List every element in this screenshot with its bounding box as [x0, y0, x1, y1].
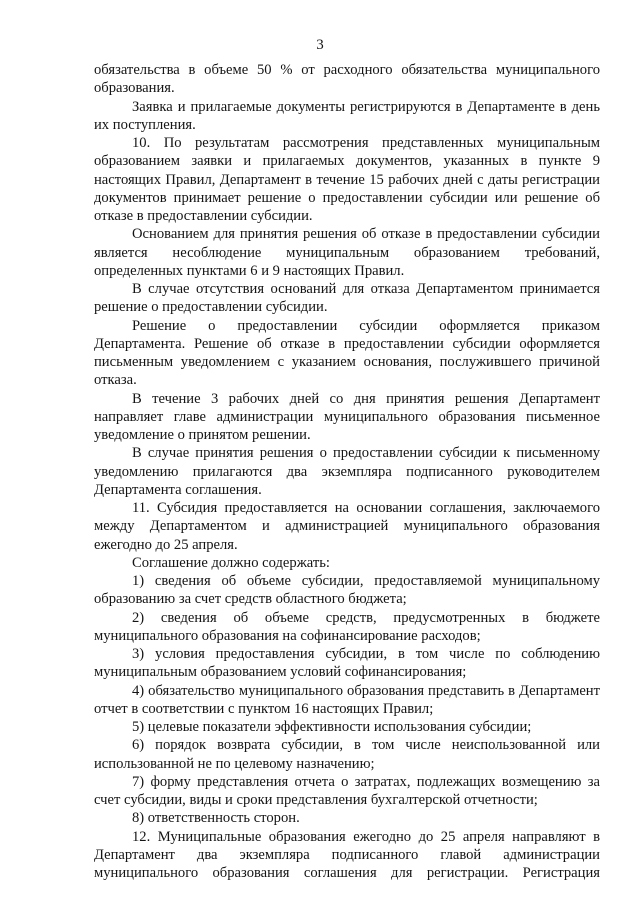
paragraph-agreement-copies: В случае принятия решения о предоставлении субсидии к письменному уведомлению прилагаются два экземпляра подписанного руководителем Департамента соглашения.	[94, 445, 600, 498]
paragraph-registration: Заявка и прилагаемые документы регистрируются в Департаменте в день их поступления.	[94, 98, 600, 133]
paragraph-item-12: 12. Муниципальные образования ежегодно до 25 апреля направляют в Департамент два экземпляра подписанного главой администрации муниципального образования соглашения для регистрации. Регистрация	[94, 828, 600, 881]
list-item-7: 7) форму представления отчета о затратах, подлежащих возмещению за счет субсидии, виды и сроки представления бухгалтерской отчетности;	[94, 773, 600, 808]
list-item-8: 8) ответственность сторон.	[132, 810, 300, 827]
list-item-1: 1) сведения об объеме субсидии, предоставляемой муниципальному образованию за счет средств областного бюджета;	[94, 573, 600, 608]
paragraph-continuation: обязательства в объеме 50 % от расходного обязательства муниципального образования.	[94, 62, 600, 97]
list-item-6: 6) порядок возврата субсидии, в том числе неиспользованной или использованной не по целевому назначению;	[94, 737, 600, 772]
paragraph-item-10: 10. По результатам рассмотрения представленных муниципальным образованием заявки и прилагаемых документов, указанных в пункте 9 настоящих Правил, Департамент в течение 15 рабочих дней с даты регистрации документов принимает решение о предоставлении субсидии или решение об отказе в предоставлении субсидии.	[94, 135, 600, 224]
paragraph-notification: В течение 3 рабочих дней со дня принятия решения Департамент направляет главе администрации муниципального образования письменное уведомление о принятом решении.	[94, 390, 600, 443]
paragraph-item-11: 11. Субсидия предоставляется на основании соглашения, заключаемого между Департаментом и администрацией муниципального образования ежегодно до 25 апреля.	[94, 500, 600, 553]
paragraph-no-grounds: В случае отсутствия оснований для отказа Департаментом принимается решение о предоставлении субсидии.	[94, 281, 600, 316]
paragraph-decision-form: Решение о предоставлении субсидии оформляется приказом Департамента. Решение об отказе в предоставлении субсидии оформляется письменным уведомлением с указанием основания, послужившего причиной отказа.	[94, 317, 600, 389]
list-item-4: 4) обязательство муниципального образования представить в Департамент отчет в соответствии с пунктом 16 настоящих Правил;	[94, 682, 600, 717]
paragraph-agreement-contents: Соглашение должно содержать:	[132, 554, 330, 571]
list-item-2: 2) сведения об объеме средств, предусмотренных в бюджете муниципального образования на софинансирование расходов;	[94, 609, 600, 644]
paragraph-refusal-grounds: Основанием для принятия решения об отказе в предоставлении субсидии является несоблюдение муниципальным образованием требований, определенных пунктами 6 и 9 настоящих Правил.	[94, 226, 600, 279]
document-body	[94, 61, 600, 882]
page-number: 3	[316, 37, 324, 53]
list-item-5: 5) целевые показатели эффективности использования субсидии;	[132, 719, 532, 735]
list-item-3: 3) условия предоставления субсидии, в том числе по соблюдению муниципальным образованием условий софинансирования;	[94, 646, 600, 681]
